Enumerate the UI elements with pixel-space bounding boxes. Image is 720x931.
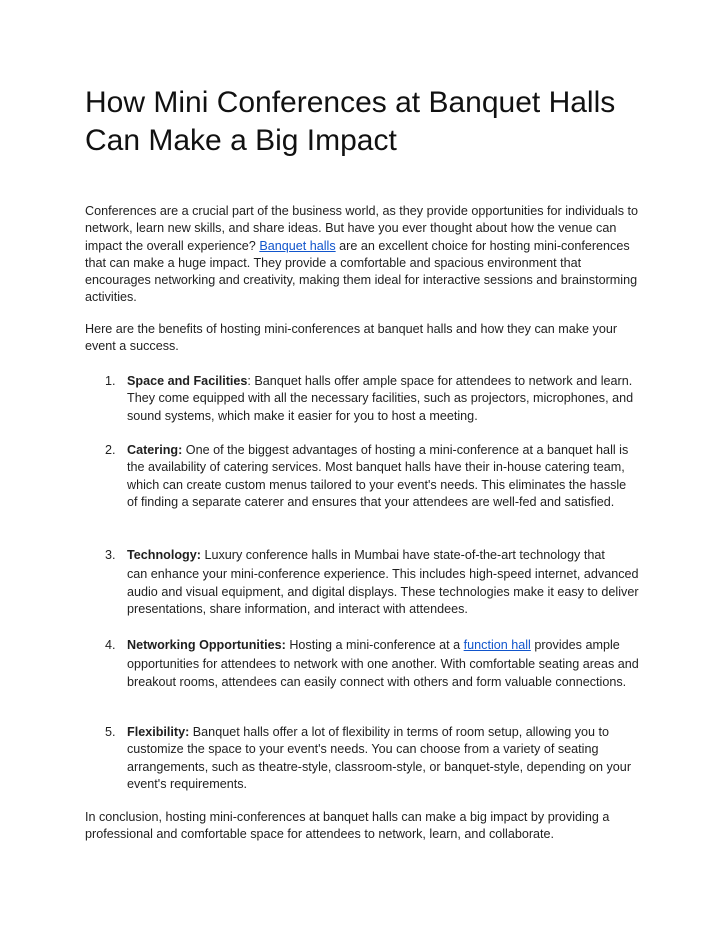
list-item-content [127, 724, 639, 793]
list-item [85, 724, 645, 793]
list-item-text: Luxury conference halls in Mumbai have state-of-the-art technology that [204, 548, 605, 562]
list-number: 1. [105, 374, 116, 388]
intro-paragraph [85, 203, 645, 307]
list-item-content [127, 637, 639, 691]
list-item-content [127, 373, 639, 425]
list-number: 5. [105, 725, 116, 739]
list-item-text: Banquet halls offer ample space for attendees to network and learn. They come equipped with all the necessary facilities, such as projectors, microphones, and sound systems, which make it easier for you to host a meeting. [127, 374, 634, 423]
list-item-heading: Space and Facilities [127, 374, 248, 388]
list-item-text-rest: opportunities for attendees to network with one another. With comfortable seating areas and breakout rooms, attendees can easily connect with others and form valuable connections. [127, 657, 639, 689]
list-item [85, 373, 645, 425]
list-item [85, 637, 645, 691]
list-number: 4. [105, 638, 116, 652]
title-line-1: How Mini Conferences at Banquet Halls [85, 86, 616, 119]
benefits-intro-paragraph: Here are the benefits of hosting mini-conferences at banquet halls and how they can make your event a success. [85, 322, 618, 354]
list-item [85, 442, 645, 511]
list-item-text: Banquet halls offer a lot of flexibility in terms of room setup, allowing you to customize the space to your event's needs. You can choose from a variety of seating arrangements, such as theatre-style, classroom-style, or banquet-style, depending on your event's requirements. [127, 725, 632, 791]
list-item [85, 547, 645, 618]
function-hall-link[interactable]: function hall [463, 638, 531, 652]
list-item-text-after-link: provides ample [530, 638, 620, 652]
intro-text-1: Conferences are a crucial part of the business world, as they provide opportunities for individuals to network, learn new skills, and share ideas. But have you ever thought about how the venue can impact the overall experience? [85, 204, 639, 253]
page-title [85, 84, 665, 160]
list-item-text: Hosting a mini-conference at a [289, 638, 464, 652]
list-item-heading: Catering: [127, 443, 183, 457]
list-item-first-line [127, 547, 639, 564]
list-item-first-line [127, 637, 639, 654]
title-line-2: Can Make a Big Impact [85, 124, 397, 157]
list-item-separator: : [247, 374, 255, 388]
intro-text-2: are an excellent choice for hosting mini-conferences that can make a huge impact. They provide a comfortable and spacious environment that encourages networking and creativity, making them ideal for interactive sessions and brainstorming activities. [85, 238, 638, 305]
list-item-content [127, 442, 639, 511]
list-item-heading: Technology: [127, 548, 201, 562]
banquet-halls-link[interactable]: Banquet halls [259, 238, 336, 253]
list-item-heading: Flexibility: [127, 725, 190, 739]
conclusion-paragraph: In conclusion, hosting mini-conferences at banquet halls can make a big impact by providing a professional and comfortable space for attendees to network, learn, and collaborate. [85, 810, 610, 842]
list-number: 3. [105, 548, 116, 562]
list-number: 2. [105, 443, 116, 457]
list-item-text-rest: can enhance your mini-conference experience. This includes high-speed internet, advanced audio and visual equipment, and digital displays. These technologies make it easy to deliver presentations, share information, and interact with attendees. [127, 567, 639, 616]
list-item-text: One of the biggest advantages of hosting a mini-conference at a banquet hall is the availability of catering services. Most banquet halls have their in-house catering team, which can create custom menus tailored to your event's needs. This eliminates the hassle of finding a separate caterer and ensures that your attendees are well-fed and satisfied. [127, 443, 629, 509]
list-item-content [127, 547, 639, 618]
list-item-heading: Networking Opportunities: [127, 638, 286, 652]
